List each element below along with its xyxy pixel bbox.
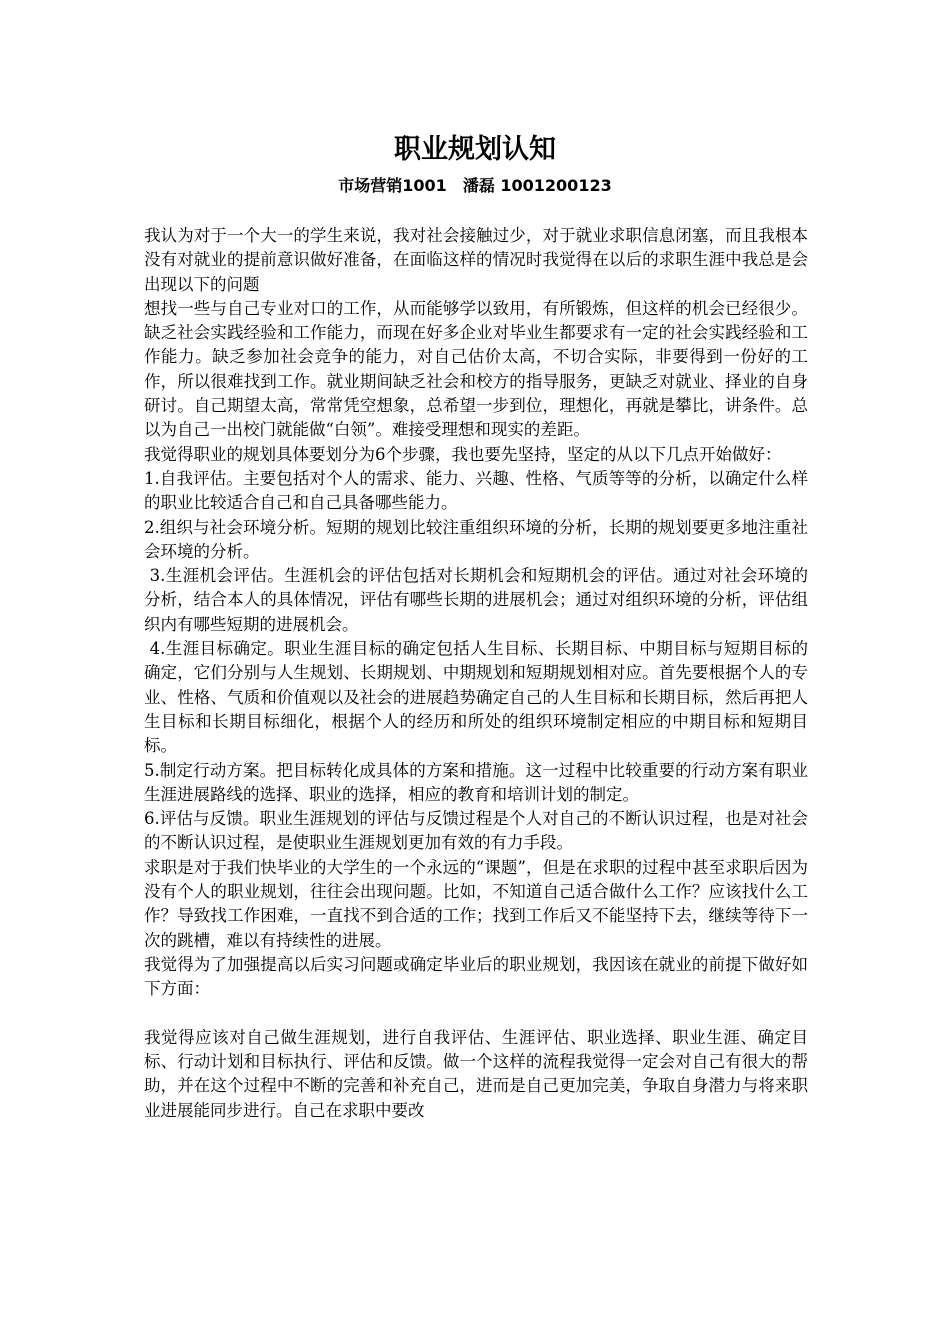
blank-line: [144, 1002, 808, 1026]
paragraph: 6.评估与反馈。职业生涯规划的评估与反馈过程是个人对自己的不断认识过程，也是对社会的不断认识过程，是使职业生涯规划更加有效的有力手段。: [144, 809, 808, 853]
paragraph: 我觉得为了加强提高以后实习问题或确定毕业后的职业规划，我因该在就业的前提下做好如下方面：: [144, 954, 808, 999]
paragraph: 3.生涯机会评估。生涯机会的评估包括对长期机会和短期机会的评估。通过对社会环境的分析，结合本人的具体情况，评估有哪些长期的进展机会；通过对组织环境的分析，评估组织内有哪些短期的进展机会。: [144, 566, 808, 634]
paragraph: 5.制定行动方案。把目标转化成具体的方案和措施。这一过程中比较重要的行动方案有职业生涯进展路线的选择、职业的选择，相应的教育和培训计划的制定。: [144, 760, 808, 804]
document-body: [144, 224, 808, 1123]
paragraph: 想找一些与自己专业对口的工作，从而能够学以致用，有所锻炼，但这样的机会已经很少。缺乏社会实践经验和工作能力，而现在好多企业对毕业生都要求有一定的社会实践经验和工作能力。缺乏参加社会竞争的能力，对自己估价太高，不切合实际，非要得到一份好的工作，所以很难找到工作。就业期间缺乏社会和校方的指导服务，更缺乏对就业、择业的自身研讨。自己期望太高，常常凭空想象，总希望一步到位，理想化，再就是攀比，讲条件。总以为自己一出校门就能做“白领”。难接受理想和现实的差距。: [144, 298, 808, 440]
paragraph: 我觉得职业的规划具体要划分为6个步骤，我也要先坚持，坚定的从以下几点开始做好：: [144, 444, 782, 464]
paragraph: 4.生涯目标确定。职业生涯目标的确定包括人生目标、长期目标、中期目标与短期目标的确定，它们分别与人生规划、长期规划、中期规划和短期规划相对应。首先要根据个人的专业、性格、气质和价值观以及社会的进展趋势确定自己的人生目标和长期目标，然后再把人生目标和长期目标细化，根据个人的经历和所处的组织环境制定相应的中期目标和短期目标。: [144, 639, 808, 756]
paragraph: 1.自我评估。主要包括对个人的需求、能力、兴趣、性格、气质等等的分析，以确定什么样的职业比较适合自己和自己具备哪些能力。: [144, 468, 808, 513]
document-subtitle: 市场营销1001 潘磊 1001200123: [338, 176, 612, 195]
paragraph: 我觉得应该对自己做生涯规划，进行自我评估、生涯评估、职业选择、职业生涯、确定目标、行动计划和目标执行、评估和反馈。做一个这样的流程我觉得一定会对自己有很大的帮助，并在这个过程中不断的完善和补充自己，进而是自己更加完美，争取自身潜力与将来职业进展能同步进行。自己在求职中要改: [144, 1027, 808, 1120]
paragraph: 我认为对于一个大一的学生来说，我对社会接触过少，对于就业求职信息闭塞，而且我根本没有对就业的提前意识做好准备，在面临这样的情况时我觉得在以后的求职生涯中我总是会出现以下的问题: [144, 226, 808, 294]
paragraph: 求职是对于我们快毕业的大学生的一个永远的“课题”，但是在求职的过程中甚至求职后因为没有个人的职业规划，往往会出现问题。比如，不知道自己适合做什么工作？应该找什么工作？导致找工作困难，一直找不到合适的工作；找到工作后又不能坚持下去，继续等待下一次的跳槽，难以有持续性的进展。: [144, 857, 808, 950]
paragraph: 2.组织与社会环境分析。短期的规划比较注重组织环境的分析，长期的规划要更多地注重社会环境的分析。: [144, 517, 808, 561]
document-title: 职业规划认知: [394, 134, 556, 165]
